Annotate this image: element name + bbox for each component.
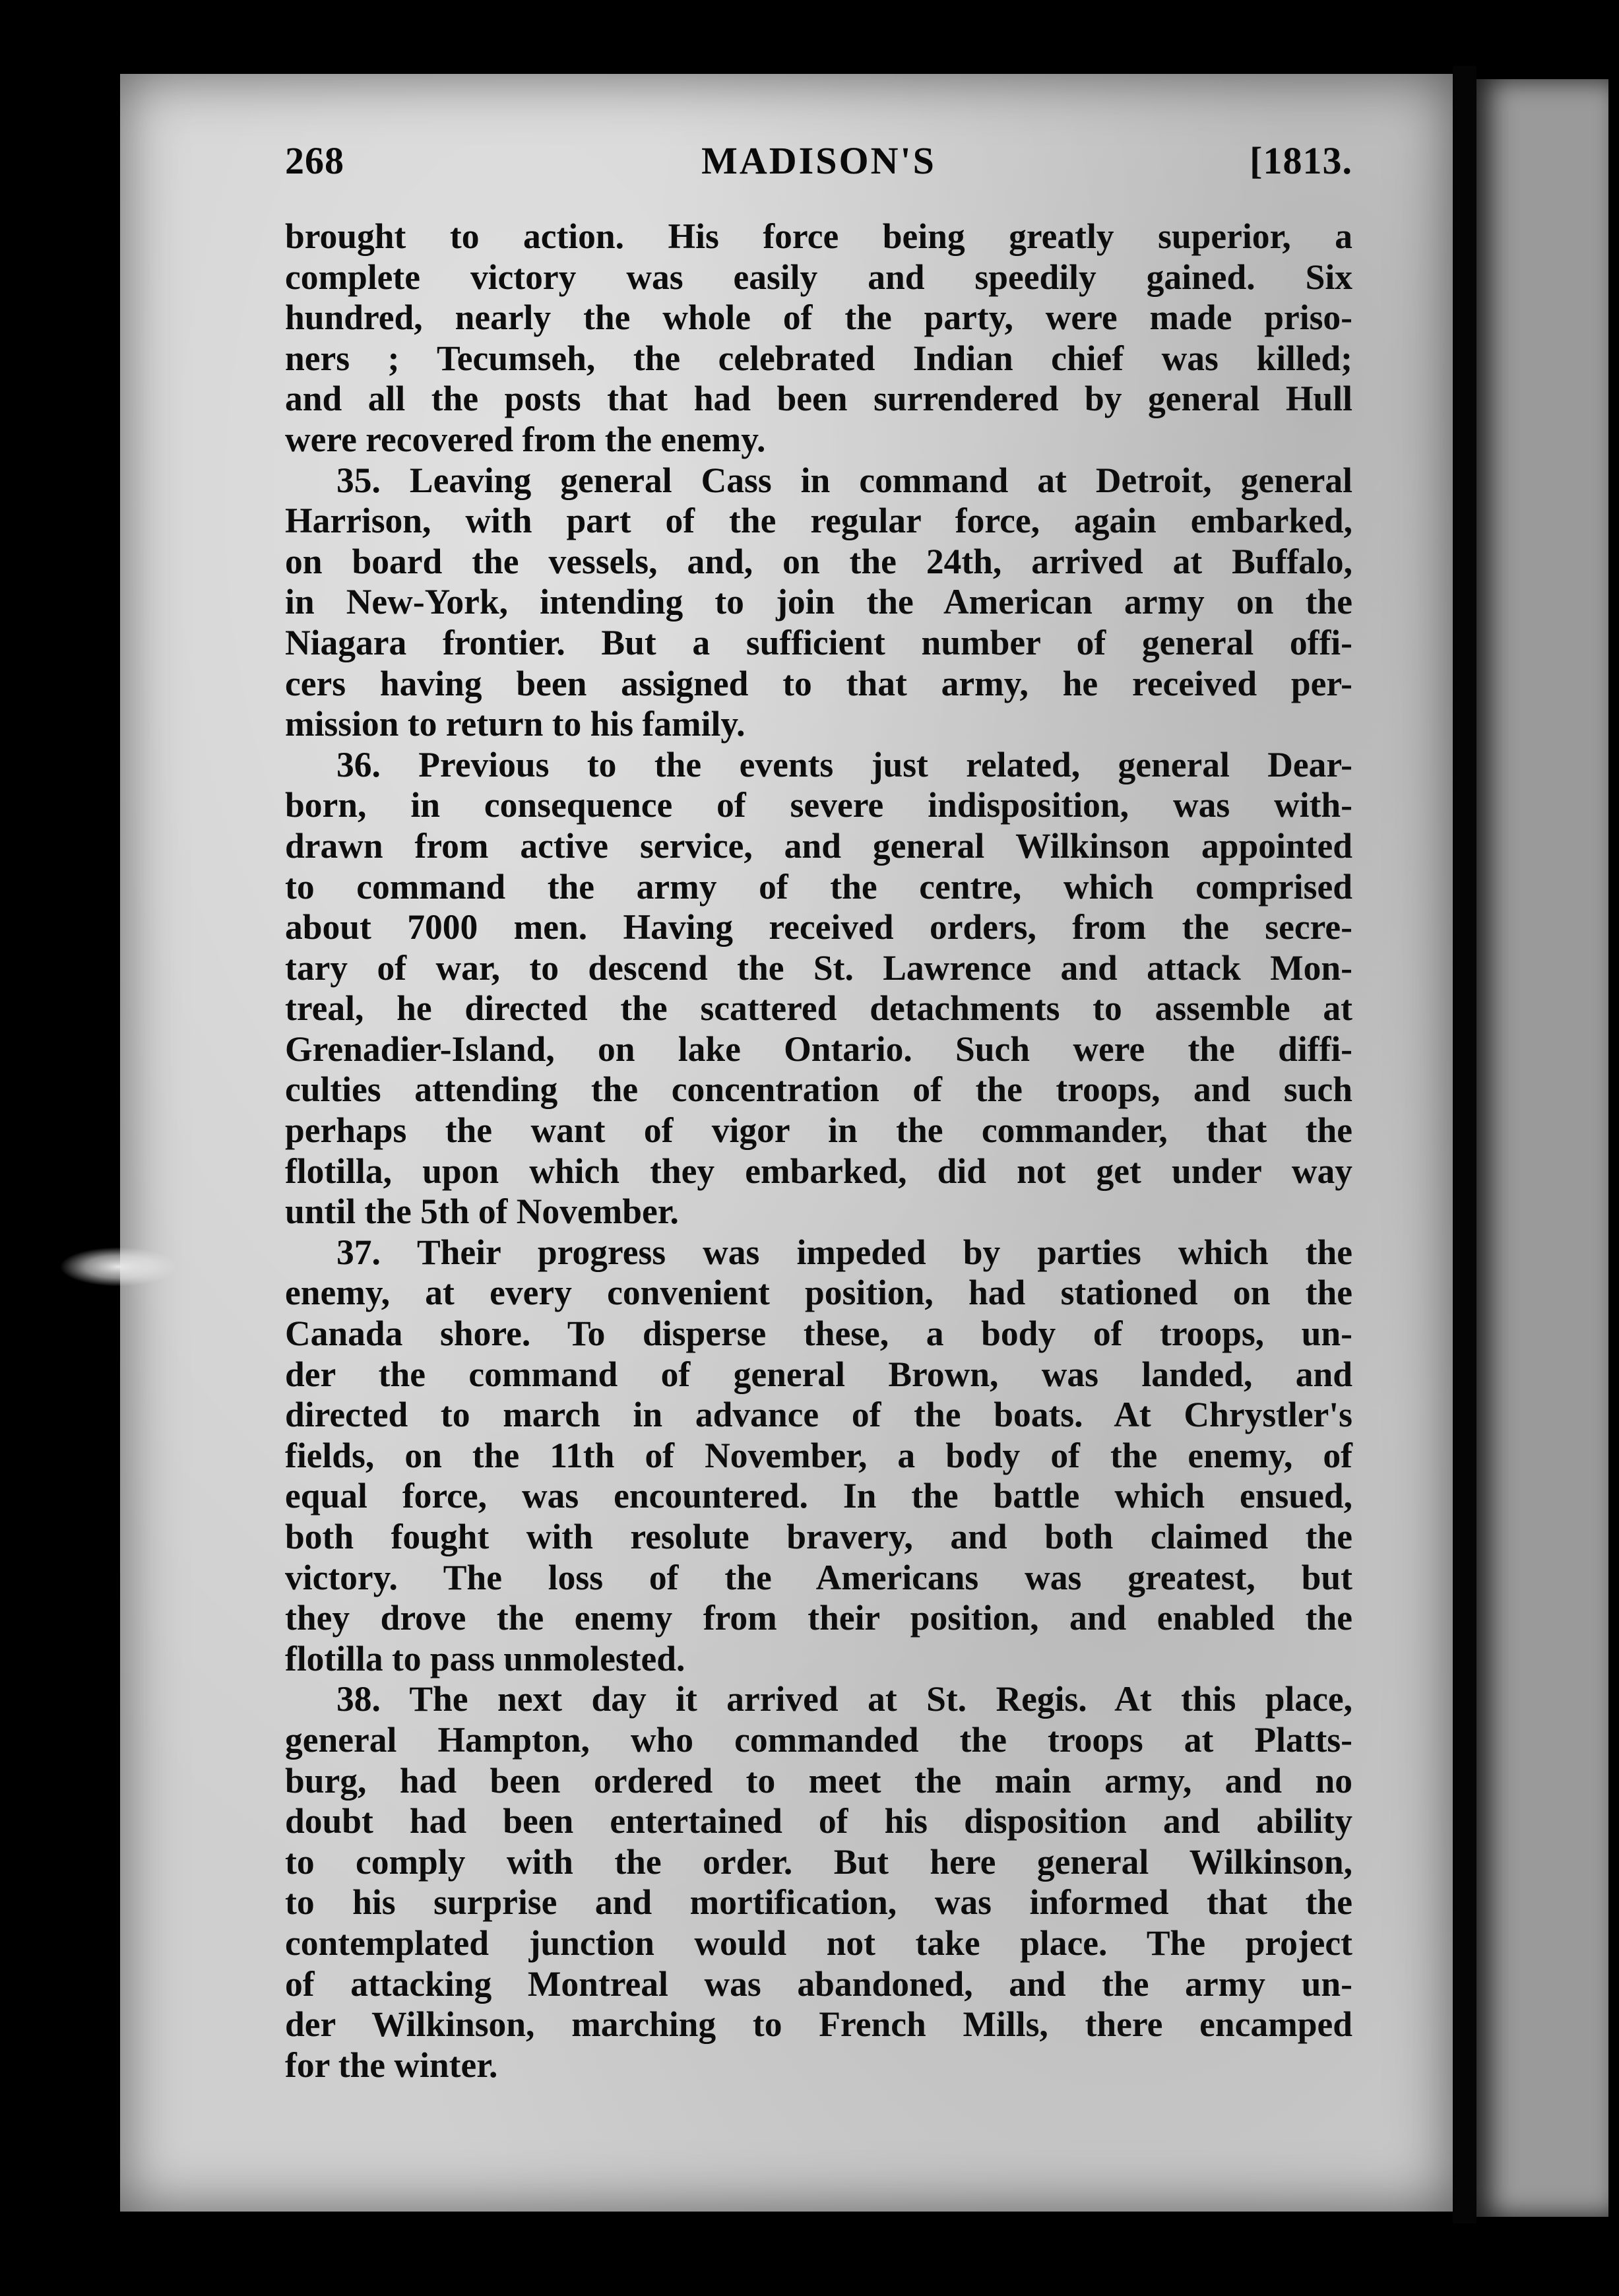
text-line: Grenadier-Island, on lake Ontario. Such were the diffi- — [285, 1029, 1352, 1069]
paragraph-35-start: 35. Leaving general Cass in command at Detroit, general — [336, 460, 1352, 500]
text-line: flotilla to pass unmolested. — [285, 1638, 685, 1678]
text-line: to command the army of the centre, which comprised — [285, 866, 1352, 907]
text-line: both fought with resolute bravery, and both claimed the — [285, 1517, 1352, 1556]
page-gutter — [1453, 66, 1476, 2223]
running-title: MADISON'S — [701, 139, 936, 182]
text-line: until the 5th of November. — [285, 1192, 679, 1232]
text-line: to his surprise and mortification, was informed that the — [285, 1882, 1352, 1923]
text-line: doubt had been entertained of his disposition and ability — [285, 1801, 1352, 1841]
text-line: culties attending the concentration of the troops, and such — [285, 1069, 1352, 1110]
text-line: mission to return to his family. — [285, 704, 746, 744]
text-line: Harrison, with part of the regular force, again embarked, — [285, 501, 1352, 541]
text-line: drawn from active service, and general Wilkinson appointed — [285, 825, 1352, 866]
text-line: tary of war, to descend the St. Lawrence and attack Mon- — [285, 947, 1352, 988]
text-line: born, in consequence of severe indisposition, was with- — [285, 785, 1352, 825]
text-line: ners ; Tecumseh, the celebrated Indian chief was killed; — [285, 338, 1352, 378]
text-line: fields, on the 11th of November, a body of the enemy, of — [285, 1435, 1352, 1475]
text-line: were recovered from the enemy. — [285, 419, 766, 459]
text-line: they drove the enemy from their position, and enabled the — [285, 1598, 1352, 1638]
film-scratch — [59, 1247, 178, 1287]
paragraph-38-start: 38. The next day it arrived at St. Regis. At this place, — [336, 1679, 1352, 1719]
paragraph-36-start: 36. Previous to the events just related, general Dear- — [336, 744, 1352, 784]
page-number: 268 — [285, 139, 344, 182]
text-line: in New-York, intending to join the American army on the — [285, 582, 1352, 622]
text-line: burg, had been ordered to meet the main army, and no — [285, 1760, 1352, 1801]
text-line: and all the posts that had been surrendered by general Hull — [285, 379, 1352, 419]
text-line: complete victory was easily and speedily gained. Six — [285, 257, 1352, 297]
facing-page-edge — [1476, 79, 1608, 2217]
paragraph-37-start: 37. Their progress was impeded by parties which the — [336, 1232, 1352, 1272]
text-line: about 7000 men. Having received orders, from the secre- — [285, 907, 1352, 947]
text-line: cers having been assigned to that army, he received per- — [285, 663, 1352, 703]
text-line: enemy, at every convenient position, had stationed on the — [285, 1273, 1352, 1313]
text-line: to comply with the order. But here general Wilkinson, — [285, 1841, 1352, 1882]
text-line: brought to action. His force being greatly superior, a — [285, 216, 1352, 256]
text-line: Canada shore. To disperse these, a body of troops, un- — [285, 1314, 1352, 1354]
text-line: der Wilkinson, marching to French Mills, there encamped — [285, 2004, 1352, 2045]
text-line: contemplated junction would not take place. The project — [285, 1923, 1352, 1963]
text-line: Niagara frontier. But a sufficient number of general offi- — [285, 622, 1352, 662]
text-line: general Hampton, who commanded the troops at Platts- — [285, 1719, 1352, 1760]
text-line: perhaps the want of vigor in the commander, that the — [285, 1110, 1352, 1151]
text-line: directed to march in advance of the boats. At Chrystler's — [285, 1395, 1352, 1435]
text-line: hundred, nearly the whole of the party, were made priso- — [285, 298, 1352, 338]
text-line: equal force, was encountered. In the battle which ensued, — [285, 1476, 1352, 1516]
text-line: of attacking Montreal was abandoned, and the army un- — [285, 1963, 1352, 2004]
text-line: der the command of general Brown, was landed, and — [285, 1354, 1352, 1394]
page-header — [285, 139, 1352, 191]
text-line: flotilla, upon which they embarked, did not get under way — [285, 1151, 1352, 1191]
text-line: on board the vessels, and, on the 24th, arrived at Buffalo, — [285, 541, 1352, 581]
page-year: [1813. — [1250, 139, 1352, 182]
text-line: treal, he directed the scattered detachments to assemble at — [285, 988, 1352, 1029]
body-text — [285, 216, 1352, 2086]
text-line: for the winter. — [285, 2045, 498, 2085]
text-line: victory. The loss of the Americans was greatest, but — [285, 1557, 1352, 1597]
